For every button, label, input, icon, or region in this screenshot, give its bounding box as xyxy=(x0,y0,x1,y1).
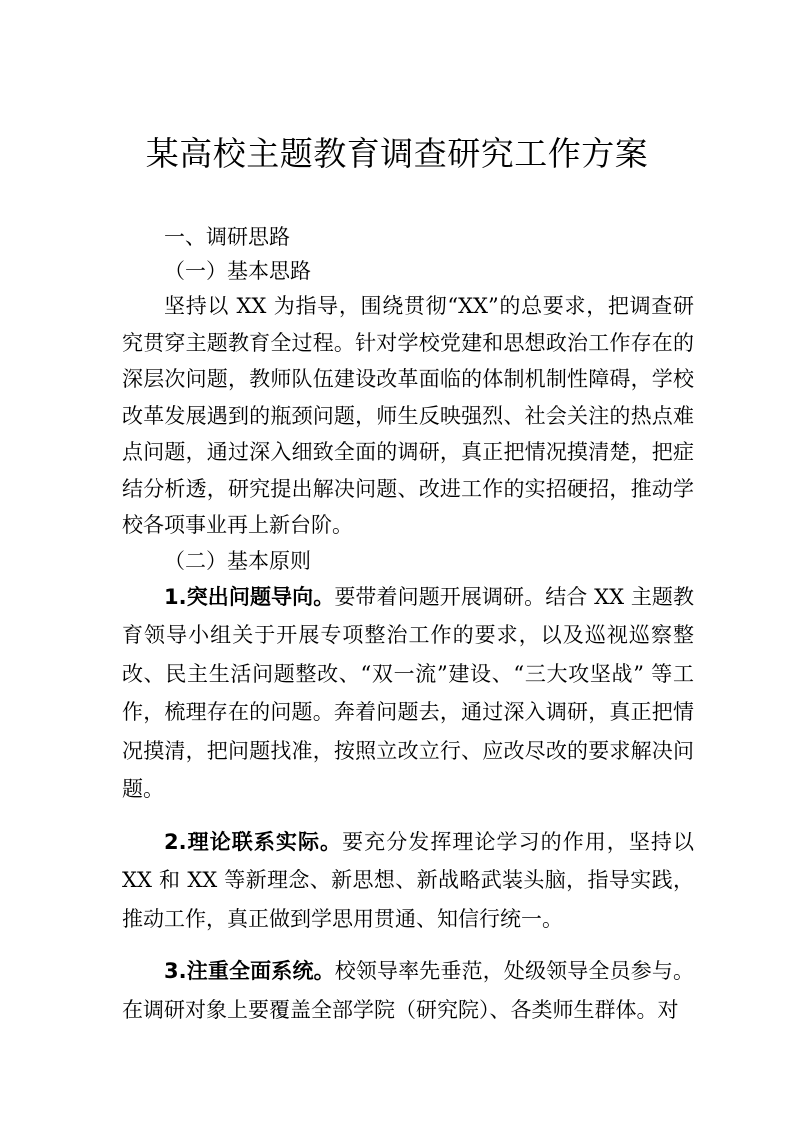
paragraph-gap xyxy=(122,938,694,952)
principle-theory-practice xyxy=(122,823,694,939)
principle-problem-oriented xyxy=(122,578,694,809)
document-title: 某高校主题教育调查研究工作方案 xyxy=(145,134,649,173)
principle-text: 要充分发挥理论学习的作用，坚持以 XX 和 XX 等新理念、新思想、新战略武装头脑，指导实践，推动工作，真正做到学思用贯通、知信行统一。 xyxy=(122,829,694,931)
paragraph-basic-approach: 坚持以 XX 为指导，围绕贯彻“XX”的总要求，把调查研究贯穿主题教育全过程。针对学校党建和思想政治工作存在的深层次问题，教师队伍建设改革面临的体制机制性障碍，学校改革发展遇到的瓶颈问题，师生反映强烈、社会关注的热点难点问题，通过深入细致全面的调研，真正把情况摸清楚，把症结分析透，研究提出解决问题、改进工作的实招硬招，推动学校各项事业再上新台阶。 xyxy=(122,294,694,537)
paragraph-gap xyxy=(122,809,694,823)
principle-lead: 2.理论联系实际。 xyxy=(164,829,343,854)
principle-comprehensive xyxy=(122,952,694,1029)
subsection-heading-basic-principles: （二）基本原则 xyxy=(164,548,311,573)
section-heading-research-approach: 一、调研思路 xyxy=(164,225,290,249)
document-body xyxy=(122,220,694,1029)
principle-lead: 1.突出问题导向。 xyxy=(164,584,335,609)
subsection-heading-basic-approach: （一）基本思路 xyxy=(164,259,311,283)
principle-text: 校领导率先垂范，处级领导全员参与。在调研对象上要覆盖全部学院（研究院）、各类师生群体。对 xyxy=(122,959,695,1022)
principle-text: 要带着问题开展调研。结合 XX 主题教育领导小组关于开展专项整治工作的要求，以及巡视巡察整改、民主生活问题整改、“双一流”建设、“三大攻坚战” 等工作，梳理存在的问题。奔着问题去，通过深入调研，真正把情况摸清，把问题找准，按照立改立行、应改尽改的要求解决问题。 xyxy=(122,584,694,801)
principle-lead: 3.注重全面系统。 xyxy=(164,959,335,983)
